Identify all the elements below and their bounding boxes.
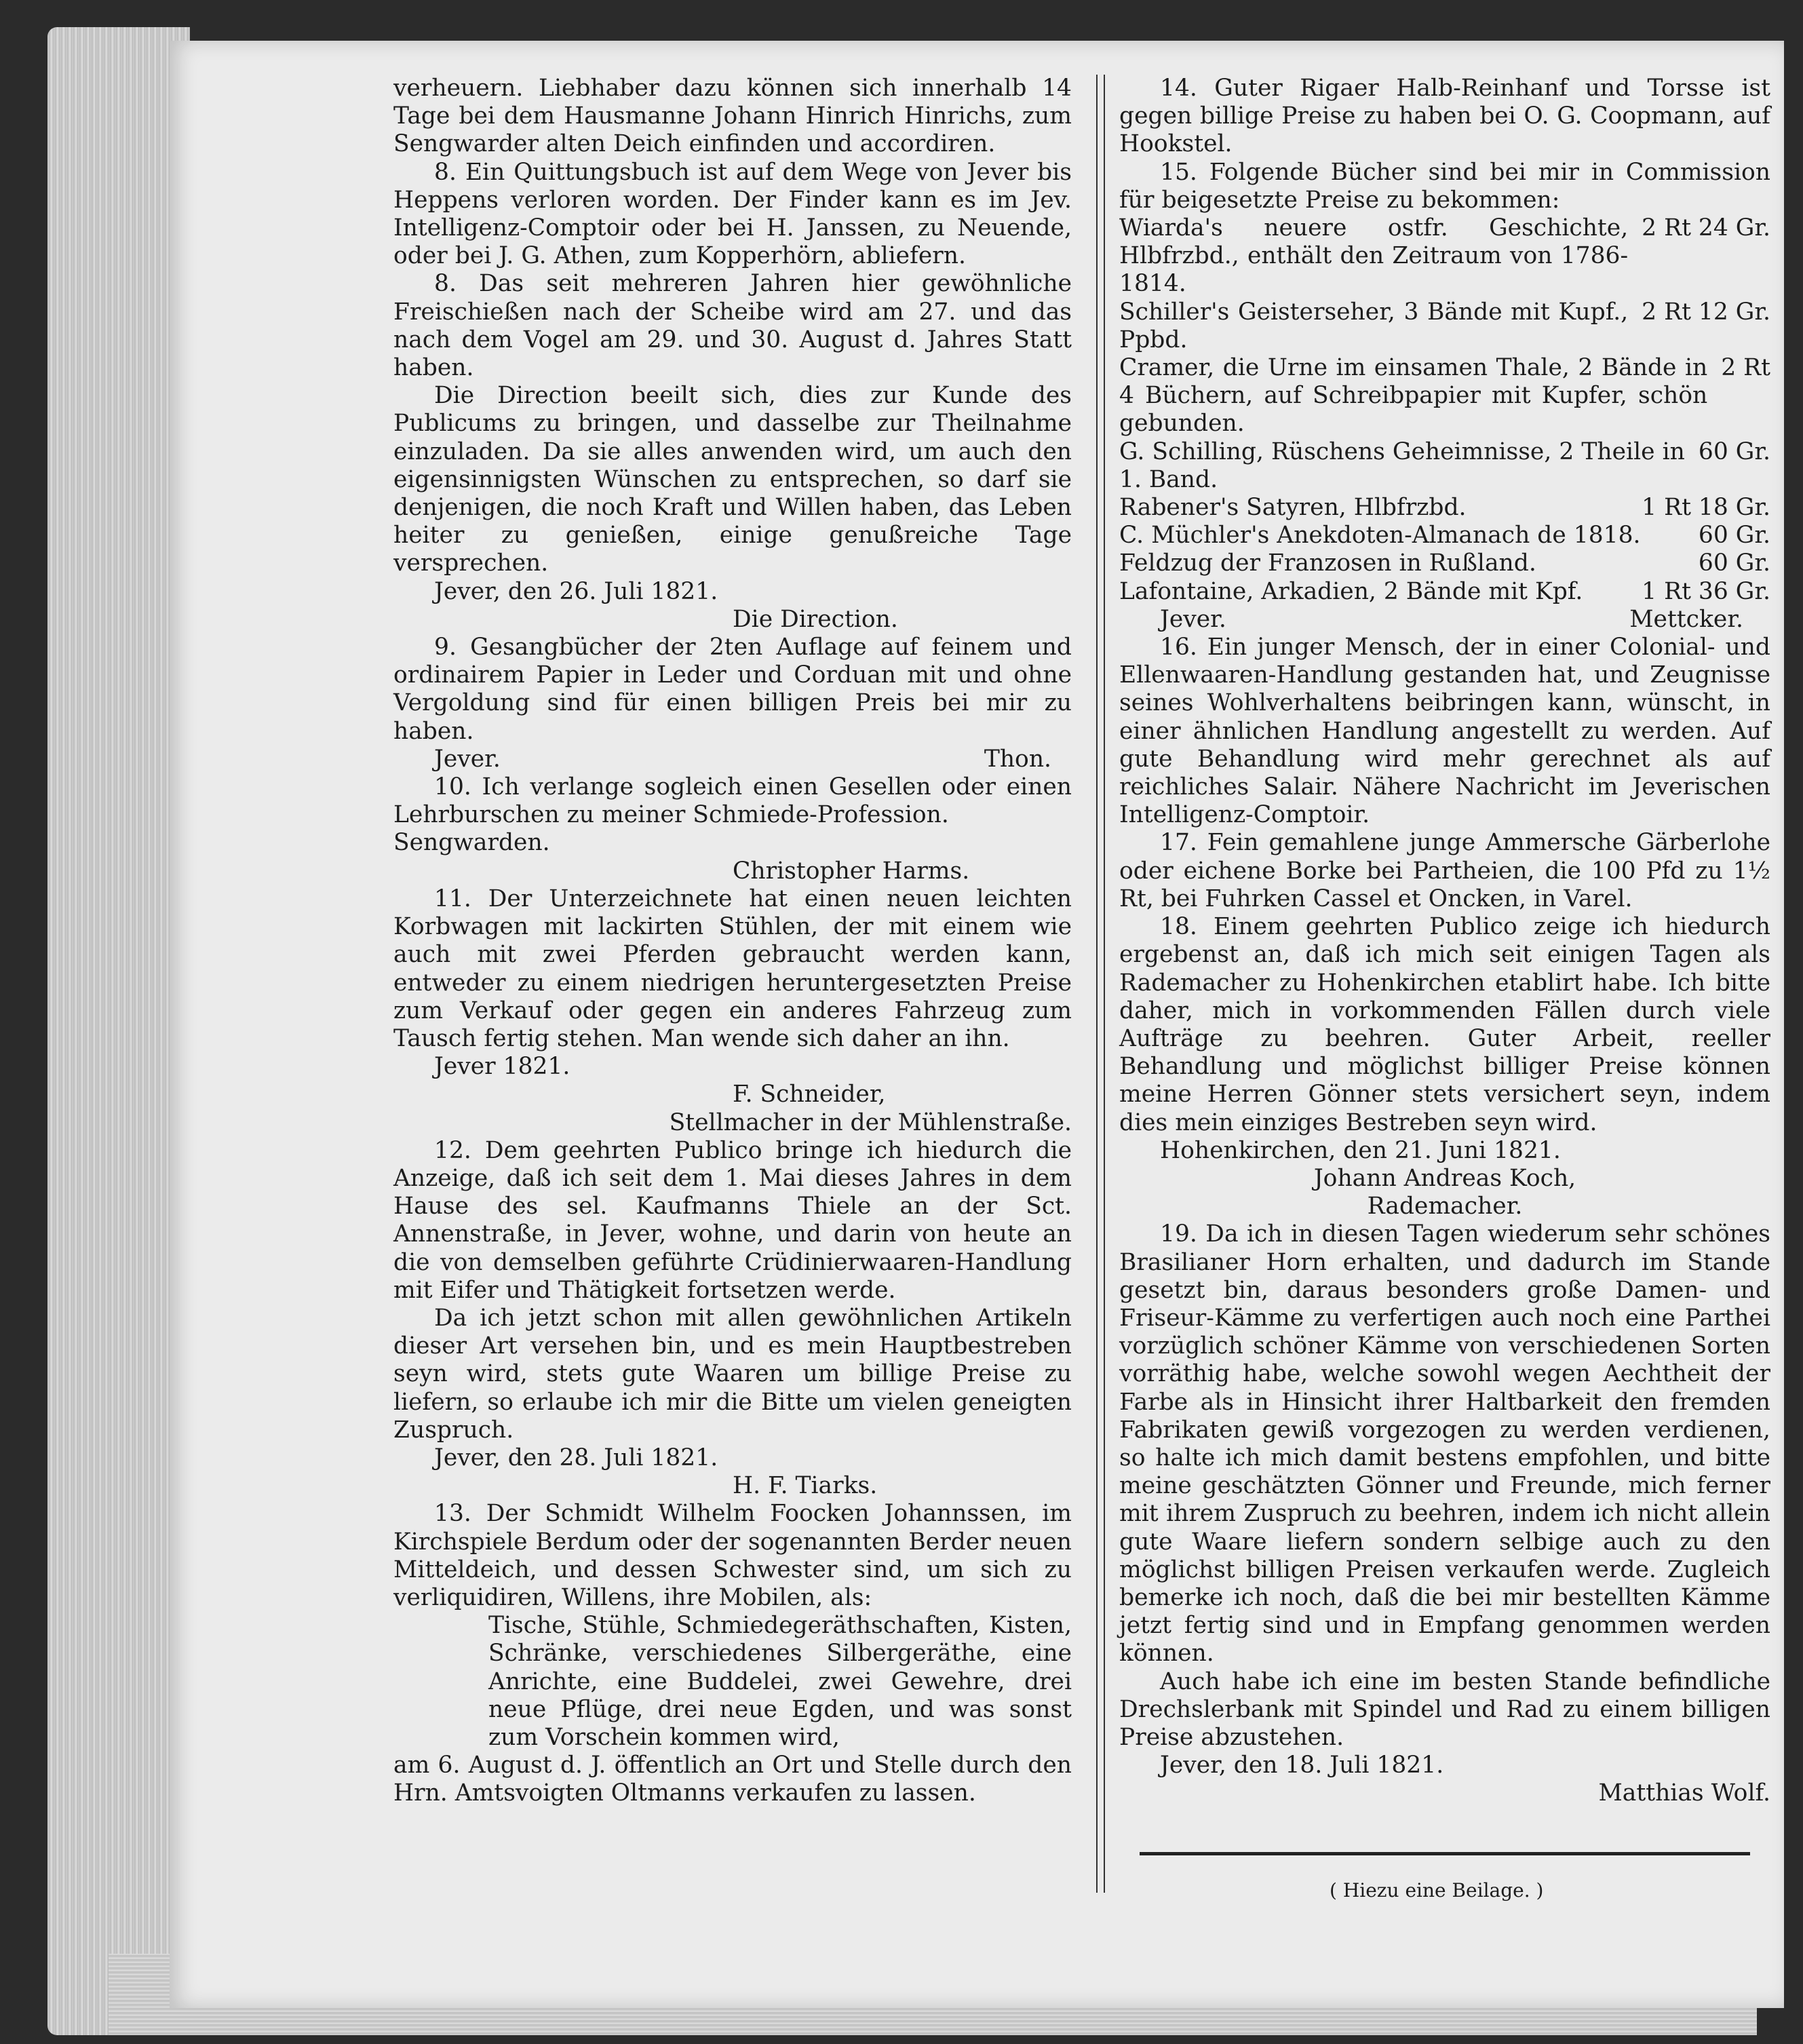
notice-10-place: Sengwarden. <box>393 829 550 857</box>
notice-8b: 8. Das seit mehreren Jahren hier gewöhnliche Freischießen nach der Scheibe wird am 27. und das nach dem Vogel am 29. und 30. August d. Jahres Statt haben. <box>393 270 1072 382</box>
book-list-item: Cramer, die Urne im einsamen Thale, 2 Bände in 4 Büchern, auf Schreibpapier mit Kupfer, schön gebunden. 2 Rt <box>1119 354 1770 438</box>
notice-15: 15. Folgende Bücher sind bei mir in Commission für beigesetzte Preise zu bekommen: <box>1119 158 1770 214</box>
supplement-note: ( Hiezu eine Beilage. ) <box>1330 1879 1544 1902</box>
notice-11-date: Jever 1821. <box>434 1053 570 1081</box>
notice-9: 9. Gesangbücher der 2ten Auflage auf feinem und ordinairem Papier in Leder und Corduan mit und ohne Vergoldung sind für einen billigen Preis bei mir zu haben. <box>393 634 1072 745</box>
notice-18-date: Hohenkirchen, den 21. Juni 1821. <box>1160 1136 1561 1164</box>
notice-18-signature: Johann Andreas Koch, <box>1313 1164 1576 1192</box>
notice-12-date: Jever, den 28. Juli 1821. <box>434 1444 718 1471</box>
book-list-item: Rabener's Satyren, Hlbfrzbd. 1 Rt 18 Gr. <box>1119 494 1770 522</box>
notice-18: 18. Einem geehrten Publico zeige ich hiedurch ergebenst an, daß ich mich seit einigen Tagen als Rademacher zu Hohenkirchen etablirt habe. Ich bitte daher, mich in vorkommenden Fällen durch viele Aufträge zu beehren. Guter Arbeit, reeller Behandlung und möglichst billiger Preise können meine Herren Gönner stets versichert seyn, indem dies mein einziges Bestreben seyn wird. <box>1119 913 1770 1136</box>
notice-14: 14. Guter Rigaer Halb-Reinhanf und Torsse ist gegen billige Preise zu haben bei O. G. Coopmann, auf Hookstel. <box>1119 75 1770 158</box>
notice-8a: 8. Ein Quittungsbuch ist auf dem Wege von Jever bis Heppens verloren worden. Der Finder kann es im Jev. Intelligenz-Comptoir oder bei H. Janssen, zu Neuende, oder bei J. G. Athen, zum Kopperhörn, abliefern. <box>393 158 1072 270</box>
right-column <box>1119 75 1770 1808</box>
book-list-item: Feldzug der Franzosen in Rußland. 60 Gr. <box>1119 549 1770 577</box>
notice-13-item-list: Tische, Stühle, Schmiedegeräthschaften, Kisten, Schränke, verschiedenes Silbergeräthe, eine Anrichte, eine Buddelei, zwei Gewehre, drei neue Pflüge, drei neue Egden, und was sonst zum Vorschein kommen wird, <box>488 1612 1072 1751</box>
notice-19-signature: Matthias Wolf. <box>1598 1779 1770 1807</box>
notice-19-continued: Auch habe ich eine im besten Stande befindliche Drechslerbank mit Spindel und Rad zu einem billigen Preise abzustehen. <box>1119 1667 1770 1751</box>
notice-12-continued: Da ich jetzt schon mit allen gewöhnlichen Artikeln dieser Art versehen bin, und es mein Hauptbestreben seyn wird, stets gute Waaren um billige Preise zu liefern, so erlaube ich mir die Bitte um vielen geneigten Zuspruch. <box>393 1304 1072 1444</box>
notice-15-footer <box>1119 606 1770 634</box>
book-list-item: G. Schilling, Rüschens Geheimnisse, 2 Theile in 1. Band. 60 Gr. <box>1119 438 1770 493</box>
notice-7-continued: verheuern. Liebhaber dazu können sich innerhalb 14 Tage bei dem Hausmanne Johann Hinrich Hinrichs, zum Sengwarder alten Deich einfinden und accordiren. <box>393 75 1072 158</box>
left-column <box>393 75 1072 1808</box>
book-list-item: Lafontaine, Arkadien, 2 Bände mit Kpf. 1 Rt 36 Gr. <box>1119 577 1770 605</box>
book-list <box>1119 214 1770 606</box>
notice-12-signature: H. F. Tiarks. <box>733 1472 878 1500</box>
book-page-edges <box>47 27 190 2035</box>
notice-13: 13. Der Schmidt Wilhelm Foocken Johannssen, im Kirchspiele Berdum oder der sogenannten Berder neuen Mitteldeich, und dessen Schwester sind, um sich zu verliquidiren, Willens, ihre Mobilen, als: <box>393 1500 1072 1611</box>
book-list-item: C. Müchler's Anekdoten-Almanach de 1818. 60 Gr. <box>1119 522 1770 549</box>
end-rule <box>1140 1852 1750 1855</box>
notice-15-place: Jever. <box>1160 605 1226 633</box>
notice-16: 16. Ein junger Mensch, der in einer Colonial- und Ellenwaaren-Handlung gestanden hat, und Zeugnisse seines Wohlverhaltens beibringen kann, wünscht, in einer ähnlichen Handlung angestellt zu werden. Auf gute Behandlung wird mehr gerechnet als auf reichliches Salair. Nähere Nachricht im Jeverischen Intelligenz-Comptoir. <box>1119 634 1770 829</box>
notice-18-signature-title: Rademacher. <box>1367 1193 1523 1220</box>
notice-15-signature: Mettcker. <box>1629 605 1743 633</box>
notice-17: 17. Fein gemahlene junge Ammersche Gärberlohe oder eichene Borke bei Partheien, die 100 Pfd zu 1½ Rt, bei Fuhrken Cassel et Oncken, in Varel. <box>1119 829 1770 912</box>
notice-9-signature: Thon. <box>984 745 1051 773</box>
notice-9-place: Jever. <box>434 745 501 773</box>
notice-8b-date: Jever, den 26. Juli 1821. <box>434 577 718 605</box>
notice-11: 11. Der Unterzeichnete hat einen neuen leichten Korbwagen mit lackirten Stühlen, der mit einem wie auch mit zwei Pferden gebraucht werden kann, entweder zu einem niedrigen heruntergesetzten Preise zum Verkauf oder gegen ein anderes Fahrzeug zum Tausch fertig stehen. Man wende sich daher an ihn. <box>393 885 1072 1052</box>
notice-11-signature: F. Schneider, <box>733 1081 886 1108</box>
notice-11-signature-title: Stellmacher in der Mühlenstraße. <box>669 1108 1072 1136</box>
notice-10-signature: Christopher Harms. <box>733 857 970 885</box>
notice-12: 12. Dem geehrten Publico bringe ich hiedurch die Anzeige, daß ich seit dem 1. Mai dieses Jahres in dem Hause des sel. Kaufmanns Thiele an der Sct. Annenstraße, in Jever, wohne, und darin von heute an die von demselben geführte Crüdinierwaaren-Handlung mit Eifer und Thätigkeit fortsetzen werde. <box>393 1136 1072 1304</box>
book-list-item: Schiller's Geisterseher, 3 Bände mit Kupf., Ppbd. 2 Rt 12 Gr. <box>1119 298 1770 353</box>
notice-13-end: am 6. August d. J. öffentlich an Ort und Stelle durch den Hrn. Amtsvoigten Oltmanns verkaufen zu lassen. <box>393 1752 1072 1807</box>
notice-8b-text: Die Direction beeilt sich, dies zur Kunde des Publicums zu bringen, und dasselbe zur Theilnahme einzuladen. Da sie alles anwenden wird, um auch den eigensinnigsten Wünschen zu entsprechen, so darf sie denjenigen, die noch Kraft und Willen haben, das Leben heiter zu genießen, einige genußreiche Tage versprechen. <box>393 382 1072 577</box>
notice-19-date: Jever, den 18. Juli 1821. <box>1160 1752 1444 1779</box>
notice-19: 19. Da ich in diesen Tagen wiederum sehr schönes Brasilianer Horn erhalten, und dadurch im Stande gesetzt bin, daraus besonders große Damen- und Friseur-Kämme zu verfertigen auch noch eine Parthei vorzüglich schöner Kämme von verschiedenen Sorten vorräthig habe, welche sowohl wegen Aechtheit der Farbe als in Hinsicht ihrer Haltbarkeit den fremden Fabrikaten gewiß vorgezogen zu werden verdienen, so halte ich mich damit bestens empfohlen, und bitte meine geschätzten Gönner und Freunde, mich ferner mit ihrem Zuspruch zu beehren, indem ich nicht allein gute Waare liefern sondern selbige auch zu den möglichst billigen Preisen verkaufen werde. Zugleich bemerke ich noch, daß die bei mir bestellten Kämme jetzt fertig sind und in Empfang genommen werden können. <box>1119 1220 1770 1667</box>
book-list-item: Wiarda's neuere ostfr. Geschichte, Hlbfrzbd., enthält den Zeitraum von 1786-1814. 2 Rt 24 Gr. <box>1119 214 1770 298</box>
notice-9-footer <box>393 746 1072 773</box>
notice-8b-signature: Die Direction. <box>733 605 898 633</box>
column-divider <box>1096 75 1105 1893</box>
notice-10: 10. Ich verlange sogleich einen Gesellen oder einen Lehrburschen zu meiner Schmiede-Profession. <box>393 773 1072 829</box>
